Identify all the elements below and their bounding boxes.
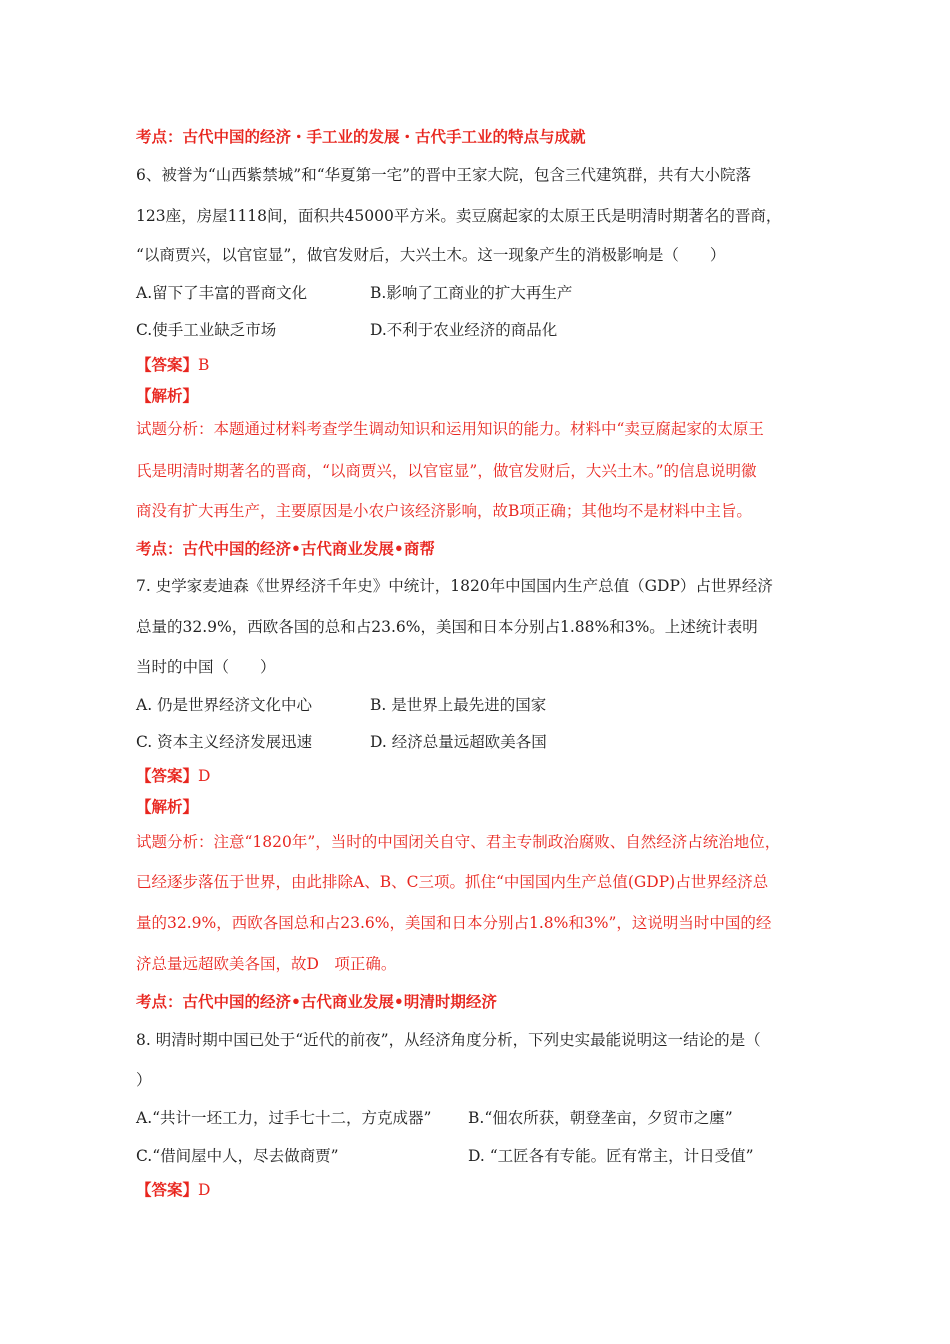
q5-kaodian: 考点：古代中国的经济・手工业的发展・古代手工业的特点与成就	[136, 127, 586, 146]
q6-answer	[136, 355, 209, 375]
q6-option-d: D.不利于农业经济的商品化	[370, 321, 558, 339]
q6-option-c: C.使手工业缺乏市场	[136, 321, 277, 339]
q7-analysis-line-3: 量的32.9%，西欧各国总和占23.6%，美国和日本分别占1.8%和3%”，这说明当时中国的经	[136, 914, 772, 932]
q6-analysis-line-3: 商没有扩大再生产，主要原因是小农户该经济影响，故B项正确；其他均不是材料中主旨。	[136, 502, 752, 520]
q7-analysis-line-2: 已经逐步落伍于世界，由此排除A、B、C三项。抓住“中国国内生产总值(GDP)占世界经济总	[136, 873, 769, 891]
q6-kaodian: 考点：古代中国的经济•古代商业发展•商帮	[136, 539, 435, 558]
q6-analysis-label: 【解析】	[136, 386, 199, 405]
q6-option-b: B.影响了工商业的扩大再生产	[370, 284, 573, 302]
q6-option-a: A.留下了丰富的晋商文化	[136, 284, 308, 302]
q7-option-c: C. 资本主义经济发展迅速	[136, 733, 313, 751]
q7-analysis-line-4: 济总量远超欧美各国，故D 项正确。	[136, 955, 397, 973]
q6-stem-line-3: “以商贾兴，以官宦显”，做官发财后，大兴土木。这一现象产生的消极影响是（ ）	[136, 246, 726, 264]
q8-option-b: B.“佃农所获，朝登垄亩，夕贸市之廛”	[468, 1109, 733, 1127]
q6-stem-line-1: 6、被誉为“山西紫禁城”和“华夏第一宅”的晋中王家大院，包含三代建筑群，共有大小院落	[136, 166, 752, 184]
q8-option-c: C.“借间屋中人，尽去做商贾”	[136, 1147, 339, 1165]
q7-option-b: B. 是世界上最先进的国家	[370, 696, 547, 714]
q8-answer-label: 【答案】	[136, 1180, 199, 1199]
q6-answer-label: 【答案】	[136, 355, 199, 374]
q7-answer-value: D	[198, 767, 211, 785]
q7-answer-label: 【答案】	[136, 766, 199, 785]
q7-stem-line-1: 7. 史学家麦迪森《世界经济千年史》中统计，1820年中国国内生产总值（GDP）占世界经济	[136, 577, 773, 595]
q7-analysis-line-1: 试题分析：注意“1820年”，当时的中国闭关自守、君主专制政治腐败、自然经济占统治地位，	[136, 833, 781, 851]
q6-analysis-line-2: 氏是明清时期著名的晋商，“以商贾兴，以官宦显”，做官发财后，大兴土木。”的信息说明徽	[136, 462, 757, 480]
q7-answer	[136, 766, 210, 786]
q7-option-a: A. 仍是世界经济文化中心	[136, 696, 313, 714]
q6-stem-line-2: 123座，房屋1118间，面积共45000平方米。卖豆腐起家的太原王氏是明清时期著名的晋商，	[136, 207, 782, 225]
q7-kaodian: 考点：古代中国的经济•古代商业发展•明清时期经济	[136, 992, 497, 1011]
q7-option-d: D. 经济总量远超欧美各国	[370, 733, 547, 751]
q8-stem-line-2: ）	[136, 1071, 152, 1089]
q7-stem-line-3: 当时的中国（ ）	[136, 658, 276, 676]
q7-stem-line-2: 总量的32.9%，西欧各国的总和占23.6%，美国和日本分别占1.88%和3%。上述统计表明	[136, 618, 758, 636]
q7-analysis-label: 【解析】	[136, 797, 199, 816]
q6-answer-value: B	[198, 356, 210, 374]
q8-stem-line-1: 8. 明清时期中国已处于“近代的前夜”，从经济角度分析，下列史实最能说明这一结论的是（	[136, 1031, 761, 1049]
q6-analysis-line-1: 试题分析：本题通过材料考查学生调动知识和运用知识的能力。材料中“卖豆腐起家的太原王	[136, 420, 764, 438]
q8-option-a: A.“共计一坯工力，过手七十二，方克成器”	[136, 1109, 432, 1127]
q8-answer-value: D	[198, 1181, 211, 1199]
q8-option-d: D. “工匠各有专能。匠有常主，计日受值”	[468, 1147, 754, 1165]
q8-answer	[136, 1180, 210, 1200]
